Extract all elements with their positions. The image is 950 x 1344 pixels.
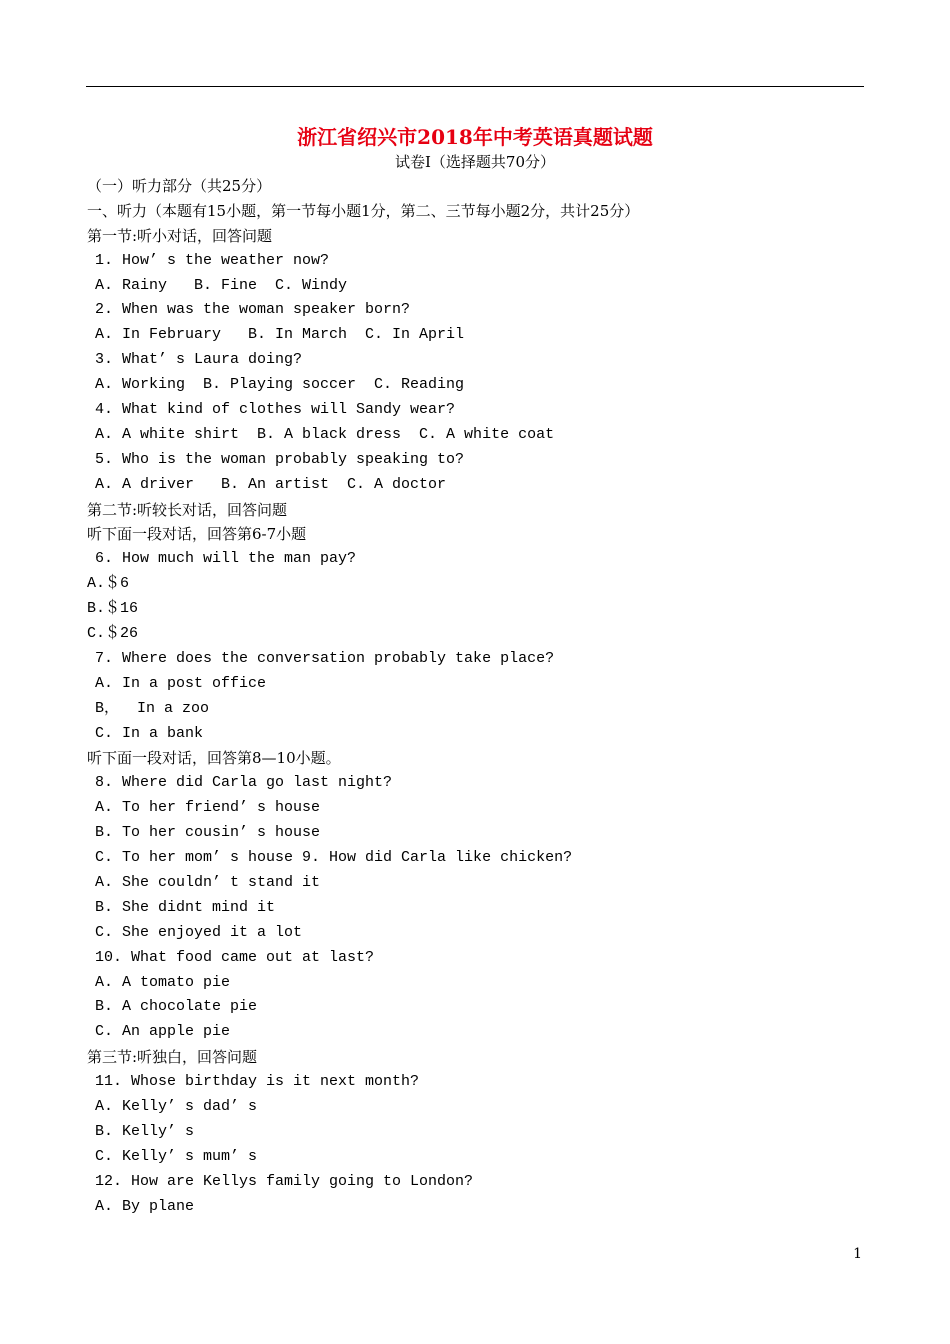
text-line: 12. How are Kellys family going to London? — [95, 1172, 474, 1190]
text-line: 3. What’ s Laura doing? — [95, 351, 303, 369]
text-line: 4. What kind of clothes will Sandy wear? — [95, 401, 456, 419]
text-line: B， In a zoo — [95, 699, 210, 717]
text-line: C. An apple pie — [95, 1023, 231, 1041]
text-line: 听下面一段对话，回答第8—10小题。 — [87, 749, 341, 768]
text-line: 第三节:听独白，回答问题 — [87, 1048, 258, 1067]
text-line: B. Kelly’ s — [95, 1122, 195, 1140]
text-line: 10. What food came out at last? — [95, 948, 375, 966]
text-line: B. To her cousin’ s house — [95, 824, 321, 842]
text-line: C. To her mom’ s house 9. How did Carla like chicken? — [95, 849, 573, 867]
text-line: A. Working B. Playing soccer C. Reading — [95, 376, 465, 394]
text-line: A. A white shirt B. A black dress C. A white coat — [95, 425, 555, 443]
text-line: 第一节:听小对话，回答问题 — [87, 226, 273, 245]
text-line: B. She didnt mind it — [95, 898, 276, 916]
text-line: C.＄26 — [87, 625, 139, 643]
text-line: A. She couldn’ t stand it — [95, 873, 321, 891]
document-subtitle: 试卷Ⅰ（选择题共70分） — [394, 153, 555, 171]
text-line: 6. How much will the man pay? — [95, 550, 357, 568]
text-line: C. She enjoyed it a lot — [95, 923, 303, 941]
text-line: 11. Whose birthday is it next month? — [95, 1073, 420, 1091]
text-line: A. A tomato pie — [95, 973, 231, 991]
text-line: C. In a bank — [95, 724, 204, 742]
header-rule — [86, 86, 864, 87]
text-line: A.＄6 — [87, 575, 130, 593]
page-number: 1 — [853, 1246, 862, 1262]
text-line: B. A chocolate pie — [95, 998, 258, 1016]
text-line: （一）听力部分（共25分） — [87, 177, 272, 195]
text-line: 5. Who is the woman probably speaking to? — [95, 450, 465, 468]
text-line: C. Kelly’ s mum’ s — [95, 1147, 258, 1165]
text-line: B.＄16 — [87, 600, 139, 618]
text-line: A. To her friend’ s house — [95, 799, 321, 817]
text-line: 2. When was the woman speaker born? — [95, 301, 411, 319]
text-line: 7. Where does the conversation probably take place? — [95, 649, 555, 667]
text-line: A. Rainy B. Fine C. Windy — [95, 276, 348, 294]
document-title: 浙江省绍兴市2018年中考英语真题试题 — [297, 125, 653, 149]
text-line: A. Kelly’ s dad’ s — [95, 1097, 258, 1115]
text-line: 8. Where did Carla go last night? — [95, 774, 393, 792]
text-line: 1. How’ s the weather now? — [95, 251, 330, 269]
text-line: A. By plane — [95, 1197, 195, 1215]
text-line: A. In a post office — [95, 674, 267, 692]
text-line: A. In February B. In March C. In April — [95, 326, 465, 344]
text-line: 一、听力（本题有15小题，第一节每小题1分，第二、三节每小题2分，共计25分） — [87, 201, 640, 220]
text-line: A. A driver B. An artist C. A doctor — [95, 475, 447, 493]
text-line: 第二节:听较长对话，回答问题 — [87, 500, 288, 519]
text-line: 听下面一段对话，回答第6-7小题 — [87, 525, 307, 544]
question-list — [0, 174, 950, 1219]
